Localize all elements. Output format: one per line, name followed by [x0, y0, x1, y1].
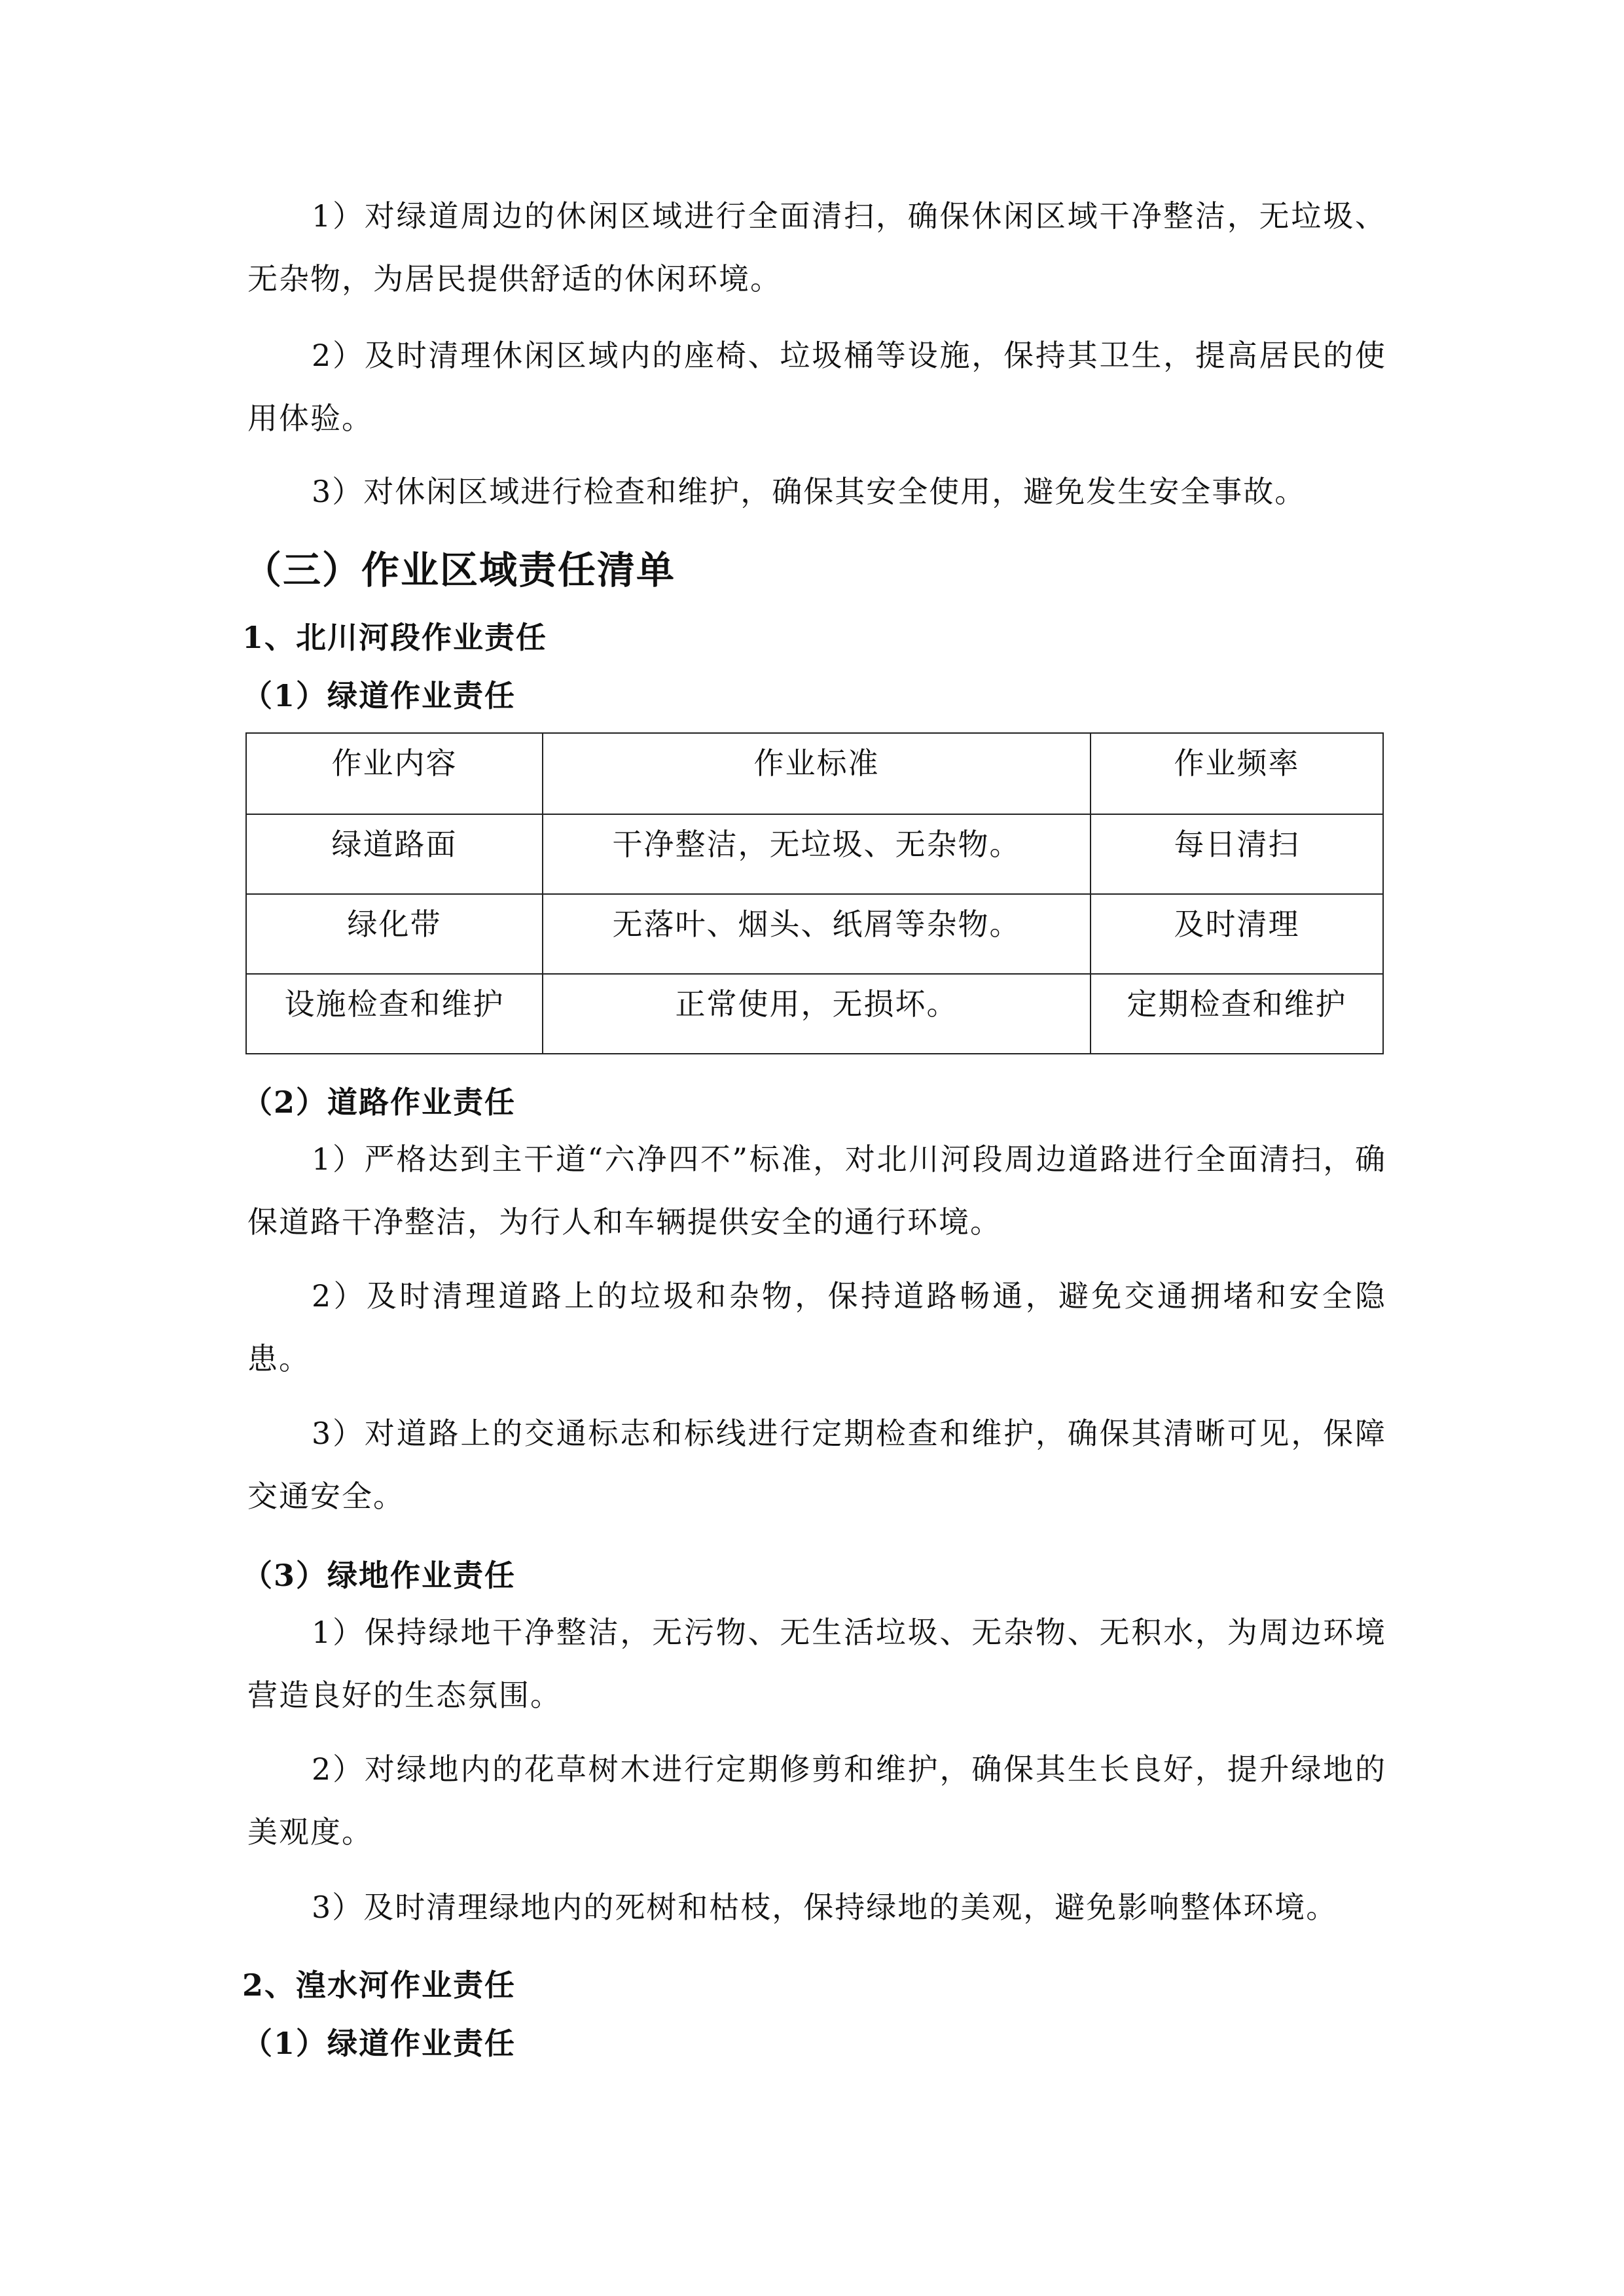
- paragraph-road-1: 1）严格达到主干道“六净四不”标准，对北川河段周边道路进行全面清扫，确保道路干净整洁，为行人和车辆提供安全的通行环境。: [247, 1141, 1386, 1240]
- subsection-title-greenway: （1）绿道作业责任: [242, 678, 516, 713]
- table-row: [246, 814, 1383, 894]
- subsection-title-greenland: （3）绿地作业责任: [242, 1558, 516, 1593]
- paragraph-road-2: 2）及时清理道路上的垃圾和杂物，保持道路畅通，避免交通拥堵和安全隐患。: [247, 1278, 1386, 1376]
- table-cell: 绿道路面: [246, 814, 543, 894]
- table-cell: 及时清理: [1091, 894, 1383, 974]
- table-cell: 无落叶、烟头、纸屑等杂物。: [543, 894, 1091, 974]
- subsection-title-huangshui: 2、湟水河作业责任: [242, 1967, 516, 2003]
- table-cell: 定期检查和维护: [1091, 974, 1383, 1054]
- table-header-row: [246, 733, 1383, 814]
- table-cell: 设施检查和维护: [246, 974, 543, 1054]
- table-header-cell: 作业标准: [543, 733, 1091, 814]
- table-cell: 每日清扫: [1091, 814, 1383, 894]
- paragraph-leisure-2: 2）及时清理休闲区域内的座椅、垃圾桶等设施，保持其卫生，提高居民的使用体验。: [247, 338, 1386, 436]
- subsection-title-road: （2）道路作业责任: [242, 1085, 516, 1120]
- table-cell: 绿化带: [246, 894, 543, 974]
- table-header-cell: 作业频率: [1091, 733, 1383, 814]
- paragraph-greenland-3: 3）及时清理绿地内的死树和枯枝，保持绿地的美观，避免影响整体环境。: [312, 1890, 1338, 1925]
- table-header-cell: 作业内容: [246, 733, 543, 814]
- table-row: [246, 974, 1383, 1054]
- paragraph-greenland-2: 2）对绿地内的花草树木进行定期修剪和维护，确保其生长良好，提升绿地的美观度。: [247, 1751, 1386, 1850]
- paragraph-leisure-1: 1）对绿道周边的休闲区域进行全面清扫，确保休闲区域干净整洁，无垃圾、无杂物，为居民提供舒适的休闲环境。: [247, 198, 1386, 296]
- paragraph-leisure-3: 3）对休闲区域进行检查和维护，确保其安全使用，避免发生安全事故。: [312, 474, 1307, 509]
- section-title: （三）作业区域责任清单: [244, 548, 676, 592]
- paragraph-greenland-1: 1）保持绿地干净整洁，无污物、无生活垃圾、无杂物、无积水，为周边环境营造良好的生态氛围。: [247, 1615, 1386, 1713]
- table-cell: 干净整洁，无垃圾、无杂物。: [543, 814, 1091, 894]
- paragraph-road-3: 3）对道路上的交通标志和标线进行定期检查和维护，确保其清晰可见，保障交通安全。: [247, 1416, 1386, 1514]
- table-cell: 正常使用，无损坏。: [543, 974, 1091, 1054]
- table-row: [246, 894, 1383, 974]
- greenway-responsibility-table: [245, 732, 1384, 1054]
- subsection-title-greenway-2: （1）绿道作业责任: [242, 2026, 516, 2061]
- subsection-title-beichuan: 1、北川河段作业责任: [242, 620, 548, 655]
